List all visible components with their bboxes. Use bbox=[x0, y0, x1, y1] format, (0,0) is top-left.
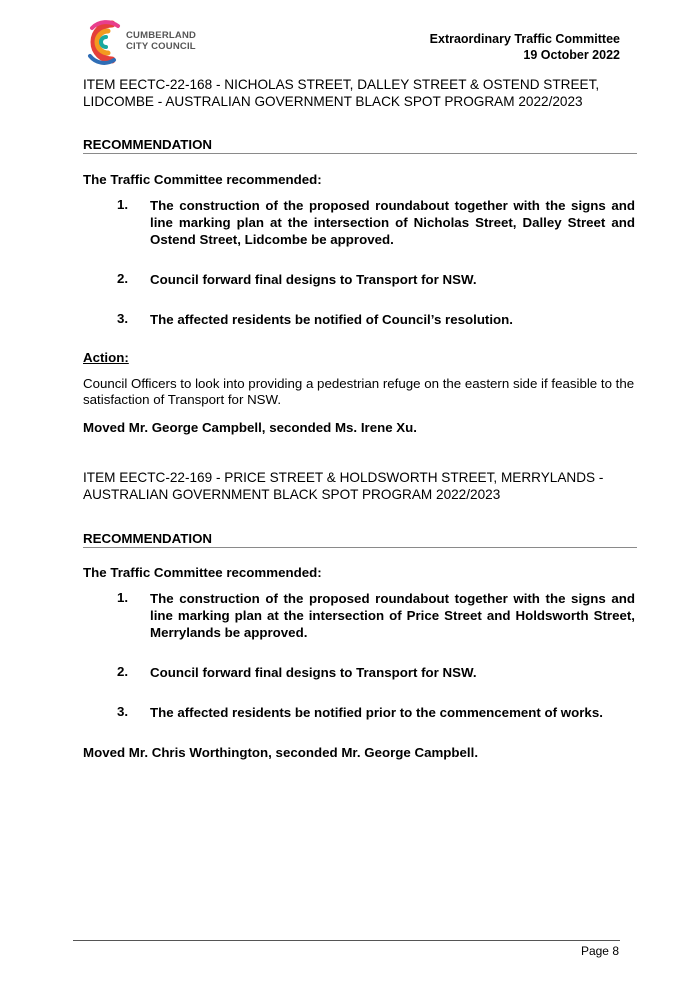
header-meta bbox=[430, 31, 620, 63]
item2-list-text: The affected residents be notified prior to the commencement of works. bbox=[150, 705, 603, 720]
item1-list-number: 1. bbox=[117, 197, 129, 212]
org-name-line1: CUMBERLAND bbox=[126, 30, 197, 41]
org-name-line2: CITY COUNCIL bbox=[126, 41, 196, 52]
item1-list-number: 3. bbox=[117, 311, 129, 326]
item1-action-label: Action: bbox=[83, 350, 129, 365]
item1-list-number: 2. bbox=[117, 271, 129, 286]
item2-recommendation-heading: RECOMMENDATION bbox=[83, 531, 637, 548]
item2-intro: The Traffic Committee recommended: bbox=[83, 565, 322, 580]
item2-list-number: 1. bbox=[117, 590, 129, 605]
item1-action-text: Council Officers to look into providing a pedestrian refuge on the eastern side if feasible to the satisfaction of Transport for NSW. bbox=[83, 376, 635, 407]
meeting-date: 19 October 2022 bbox=[523, 48, 620, 62]
item2-list-text: The construction of the proposed roundabout together with the signs and line marking plan at the intersection of Price Street and Holdsworth Street, Merrylands be approved. bbox=[150, 591, 635, 640]
item1-intro: The Traffic Committee recommended: bbox=[83, 172, 322, 187]
item2-title: ITEM EECTC-22-169 - PRICE STREET & HOLDSWORTH STREET, MERRYLANDS - AUSTRALIAN GOVERNMENT BLACK SPOT PROGRAM 2022/2023 bbox=[83, 470, 604, 502]
item1-list-text: The affected residents be notified of Council’s resolution. bbox=[150, 312, 513, 327]
item1-list-text: Council forward final designs to Transport for NSW. bbox=[150, 272, 477, 287]
committee-name: Extraordinary Traffic Committee bbox=[429, 32, 620, 46]
page-number: Page 8 bbox=[580, 944, 619, 958]
item2-list-text: Council forward final designs to Transport for NSW. bbox=[150, 665, 477, 680]
org-name bbox=[126, 30, 196, 52]
footer-divider bbox=[73, 940, 620, 941]
item2-moved-by: Moved Mr. Chris Worthington, seconded Mr. George Campbell. bbox=[83, 745, 479, 760]
item1-moved-by: Moved Mr. George Campbell, seconded Ms. Irene Xu. bbox=[83, 420, 417, 435]
item2-list-number: 3. bbox=[117, 704, 129, 719]
item1-recommendation-heading: RECOMMENDATION bbox=[83, 137, 637, 154]
item2-list-number: 2. bbox=[117, 664, 129, 679]
item1-title: ITEM EECTC-22-168 - NICHOLAS STREET, DALLEY STREET & OSTEND STREET, LIDCOMBE - AUSTRALIAN GOVERNMENT BLACK SPOT PROGRAM 2022/2023 bbox=[83, 77, 600, 109]
item1-list-text: The construction of the proposed roundabout together with the signs and line marking plan at the intersection of Nicholas Street, Dalley Street and Ostend Street, Lidcombe be approved. bbox=[150, 198, 635, 247]
